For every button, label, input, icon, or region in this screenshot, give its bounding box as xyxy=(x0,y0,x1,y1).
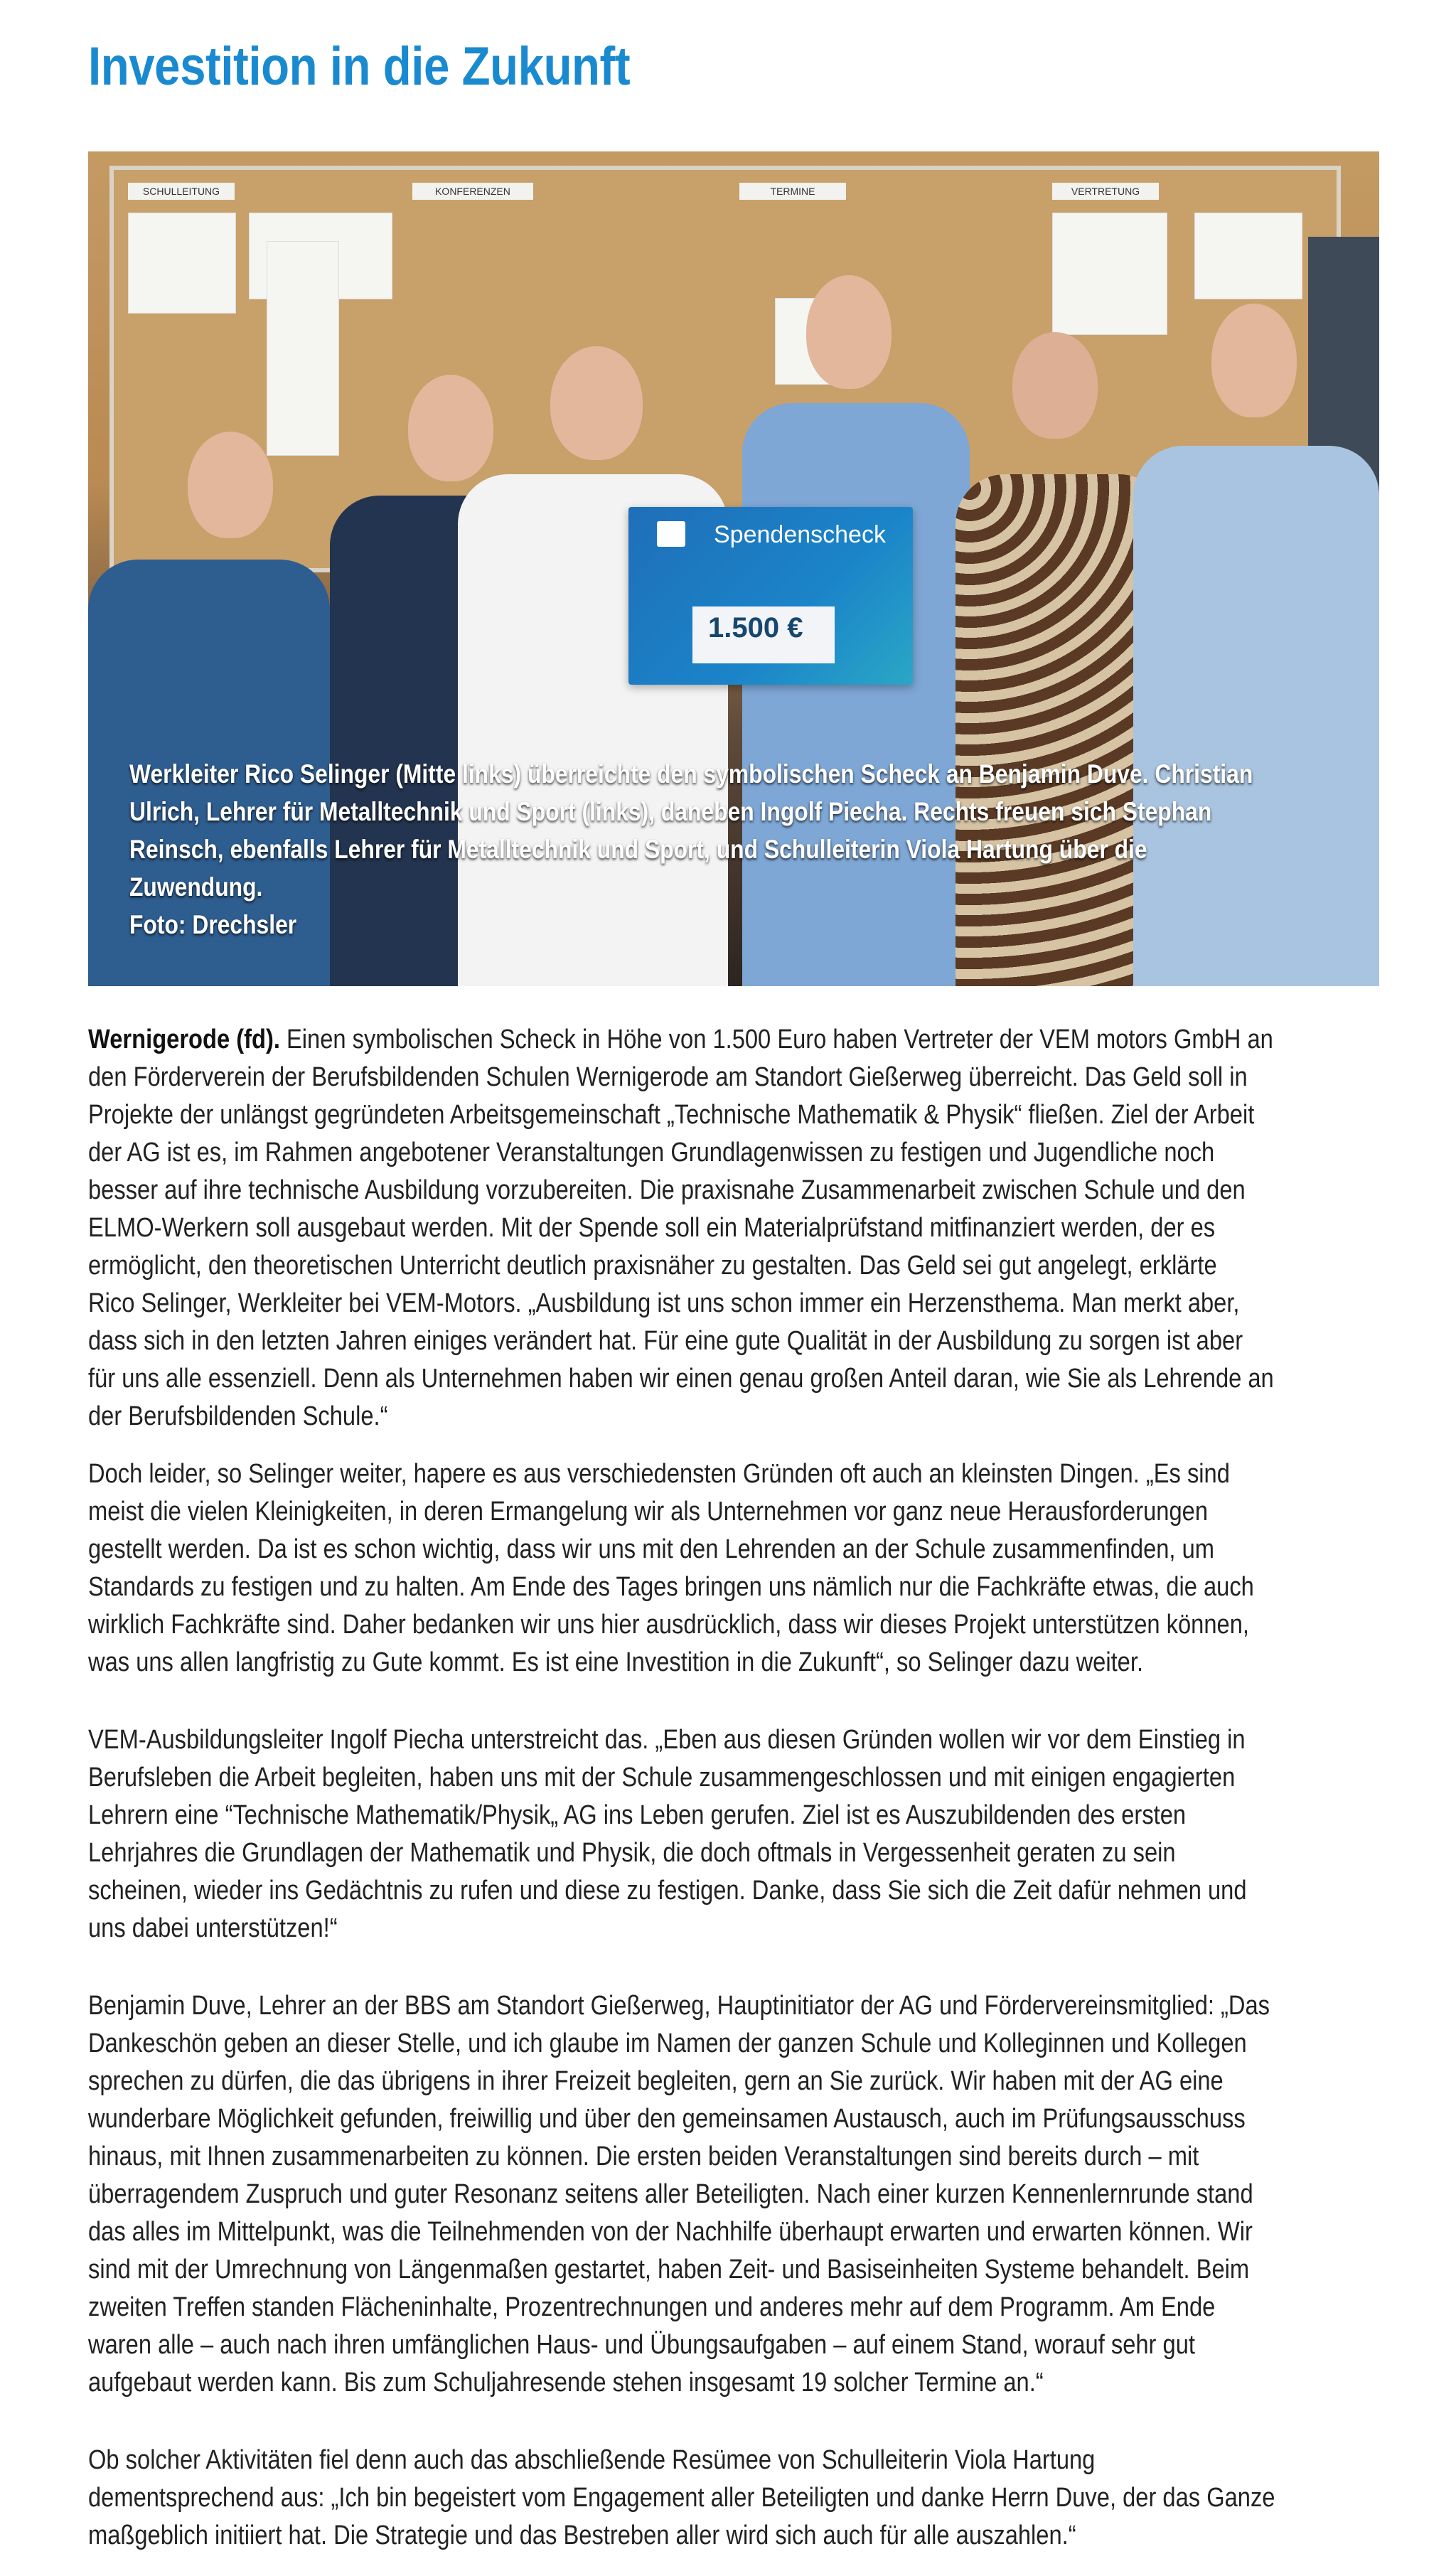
board-label-termine: TERMINE xyxy=(739,183,846,200)
check-amount: 1.500 € xyxy=(708,612,803,643)
caption-line: Zuwendung. xyxy=(129,872,263,902)
dateline: Wernigerode (fd). xyxy=(88,1025,280,1054)
paragraph-line: besser auf ihre technische Ausbildung vorzubereiten. Die praxisnahe Zusammenarbeit zwischen Schule und den xyxy=(88,1175,1246,1205)
paragraph-line: Rico Selinger, Werkleiter bei VEM-Motors. „Ausbildung ist uns schon immer ein Herzensthema. Man merkt aber, xyxy=(88,1288,1240,1318)
paragraph-line: Lehrjahres die Grundlagen der Mathematik und Physik, die doch oftmals in Vergessenheit geraten zu sein xyxy=(88,1838,1176,1868)
paragraph-4 xyxy=(88,1987,1379,2402)
paragraph-line: Lehrern eine “Technische Mathematik/Physik„ AG ins Leben gerufen. Ziel ist es Auszubildenden des ersten xyxy=(88,1800,1187,1830)
notice-paper xyxy=(267,241,339,456)
line-text: Einen symbolischen Scheck in Höhe von 1.500 Euro haben Vertreter der VEM motors GmbH an xyxy=(279,1025,1273,1054)
paragraph-5 xyxy=(88,2442,1379,2555)
paragraph-line: der AG ist es, im Rahmen angebotener Veranstaltungen Grundlagenwissen zu festigen und Jugendliche noch xyxy=(88,1138,1215,1167)
paragraph-2 xyxy=(88,1455,1379,1682)
paragraph-gap xyxy=(88,1947,1379,1987)
board-label-vertretung: VERTRETUNG xyxy=(1052,183,1159,200)
person-head xyxy=(1211,304,1297,417)
paragraph-line: meist die vielen Kleinigkeiten, in deren Ermangelung wir als Unternehmen vor ganz neue Herausforderungen xyxy=(88,1497,1208,1527)
paragraph-line: maßgeblich initiiert hat. Die Strategie und das Bestreben aller wird sich auch für alle auszahlen.“ xyxy=(88,2521,1076,2550)
notice-paper xyxy=(1194,213,1302,299)
caption-line: Werkleiter Rico Selinger (Mitte links) überreichte den symbolischen Scheck an Benjamin Duve. Christian xyxy=(129,759,1253,789)
paragraph-line: gestellt werden. Da ist es schon wichtig, dass wir uns mit den Lehrenden an der Schule zusammenfinden, um xyxy=(88,1534,1214,1564)
paragraph-3 xyxy=(88,1721,1379,1947)
paragraph-gap xyxy=(88,1436,1379,1455)
person-head xyxy=(188,432,273,538)
paragraph-line: wunderbare Möglichkeit gefunden, freiwillig und über den gemeinsamen Austausch, auch im Prüfungsausschuss xyxy=(88,2104,1246,2134)
paragraph-line: das alles im Mittelpunkt, was die Teilnehmenden von der Nachhilfe überhaupt erwarten und erwarten können. Wir xyxy=(88,2217,1253,2247)
caption-line: Reinsch, ebenfalls Lehrer für Metalltechnik und Sport, und Schulleiterin Viola Hartung über die xyxy=(129,835,1147,864)
paragraph-line: dass sich in den letzten Jahren einiges verändert hat. Für eine gute Qualität in der Ausbildung zu sorgen ist aber xyxy=(88,1326,1243,1356)
paragraph-line: aufgebaut werden kann. Bis zum Schuljahresende stehen insgesamt 19 solcher Termine an.“ xyxy=(88,2368,1044,2398)
paragraph-line: Ob solcher Aktivitäten fiel denn auch das abschließende Resümee von Schulleiterin Viola Hartung xyxy=(88,2445,1096,2475)
paragraph-line: wirklich Fachkräfte sind. Daher bedanken wir uns hier ausdrücklich, dass wir dieses Projekt unterstützen können, xyxy=(88,1610,1249,1640)
photo-caption xyxy=(129,755,1338,944)
paragraph-line: dementsprechend aus: „Ich bin begeistert vom Engagement aller Beteiligten und danke Herrn Duve, der das Ganze xyxy=(88,2483,1275,2513)
person-head xyxy=(1012,332,1098,439)
paragraph-line: Berufsleben die Arbeit begleiten, haben uns mit der Schule zusammengeschlossen und mit einigen engagierten xyxy=(88,1763,1236,1792)
photo-credit: Foto: Drechsler xyxy=(129,910,297,939)
paragraph-1 xyxy=(88,1021,1379,1436)
person-head xyxy=(806,275,892,389)
article-photo xyxy=(88,151,1379,986)
paragraph-line: Doch leider, so Selinger weiter, hapere es aus verschiedensten Gründen oft auch an kleinsten Dingen. „Es sind xyxy=(88,1459,1230,1489)
paragraph-line: uns dabei unterstützen!“ xyxy=(88,1913,338,1943)
paragraph-line: Dankeschön geben an dieser Stelle, und ich glaube im Namen der ganzen Schule und Kolleginnen und Kollegen xyxy=(88,2029,1247,2058)
paragraph-line: der Berufsbildenden Schule.“ xyxy=(88,1401,388,1431)
paragraph-line: Projekte der unlängst gegründeten Arbeitsgemeinschaft „Technische Mathematik & Physik“ fließen. Ziel der Arbeit xyxy=(88,1100,1255,1130)
check-amount-box xyxy=(692,606,835,663)
paragraph-line: hinaus, mit Ihnen zusammenarbeiten zu können. Die ersten beiden Veranstaltungen sind bereits durch – mit xyxy=(88,2142,1199,2171)
paragraph-gap xyxy=(88,2402,1379,2442)
board-label-konferenzen: KONFERENZEN xyxy=(412,183,533,200)
company-logo xyxy=(657,521,685,547)
paragraph-line: VEM-Ausbildungsleiter Ingolf Piecha unterstreicht das. „Eben aus diesen Gründen wollen wir vor dem Einstieg in xyxy=(88,1725,1246,1755)
headline: Investition in die Zukunft xyxy=(88,36,631,97)
person-head xyxy=(550,346,643,460)
paragraph-line: ELMO-Werkern soll ausgebaut werden. Mit der Spende soll ein Materialprüfstand mitfinanziert werden, der es xyxy=(88,1213,1216,1243)
paragraph-line: sind mit der Umrechnung von Längenmaßen gestartet, haben Zeit- und Basiseinheiten Systeme behandelt. Beim xyxy=(88,2255,1250,2284)
paragraph-line: überragendem Zuspruch und guter Resonanz seitens aller Beteiligten. Nach einer kurzen Kennenlernrunde stand xyxy=(88,2179,1253,2209)
paragraph-line: zweiten Treffen standen Flächeninhalte, Prozentrechnungen und anderes mehr auf dem Programm. Am Ende xyxy=(88,2292,1216,2322)
paragraph-line: waren alle – auch nach ihren umfänglichen Haus- und Übungsaufgaben – auf einem Stand, worauf sehr gut xyxy=(88,2330,1195,2360)
paragraph-line: was uns allen langfristig zu Gute kommt. Es ist eine Investition in die Zukunft“, so Selinger dazu weiter. xyxy=(88,1647,1144,1677)
paragraph-line: für uns alle essenziell. Denn als Unternehmen haben wir einen genau großen Anteil daran, wie Sie als Lehrende an xyxy=(88,1364,1274,1394)
article-body xyxy=(88,1021,1379,2555)
paragraph-line: Benjamin Duve, Lehrer an der BBS am Standort Gießerweg, Hauptinitiator der AG und Fördervereinsmitglied: „Das xyxy=(88,1991,1270,2021)
paragraph-line: ermöglicht, den theoretischen Unterricht deutlich praxisnäher zu gestalten. Das Geld sei gut angelegt, erklärte xyxy=(88,1251,1217,1281)
paragraph-line: Standards zu festigen und zu halten. Am Ende des Tages bringen uns nämlich nur die Fachkräfte etwas, die auch xyxy=(88,1572,1254,1602)
caption-line: Ulrich, Lehrer für Metalltechnik und Sport (links), daneben Ingolf Piecha. Rechts freuen sich Stephan xyxy=(129,797,1212,826)
notice-paper xyxy=(128,213,236,314)
paragraph-line: den Förderverein der Berufsbildenden Schulen Wernigerode am Standort Gießerweg überreicht. Das Geld soll in xyxy=(88,1062,1248,1092)
board-label-schulleitung: SCHULLEITUNG xyxy=(128,183,235,200)
paragraph-line xyxy=(88,1021,1273,1059)
paragraph-line: scheinen, wieder ins Gedächtnis zu rufen und diese zu festigen. Danke, dass Sie sich die Zeit dafür nehmen und xyxy=(88,1876,1247,1906)
paragraph-gap xyxy=(88,1682,1379,1721)
donation-check xyxy=(628,507,913,685)
paragraph-line: sprechen zu dürfen, die das übrigens in ihrer Freizeit begleiten, gern an Sie zurück. Wir haben mit der AG eine xyxy=(88,2066,1224,2096)
check-title: Spendenscheck xyxy=(714,521,886,548)
